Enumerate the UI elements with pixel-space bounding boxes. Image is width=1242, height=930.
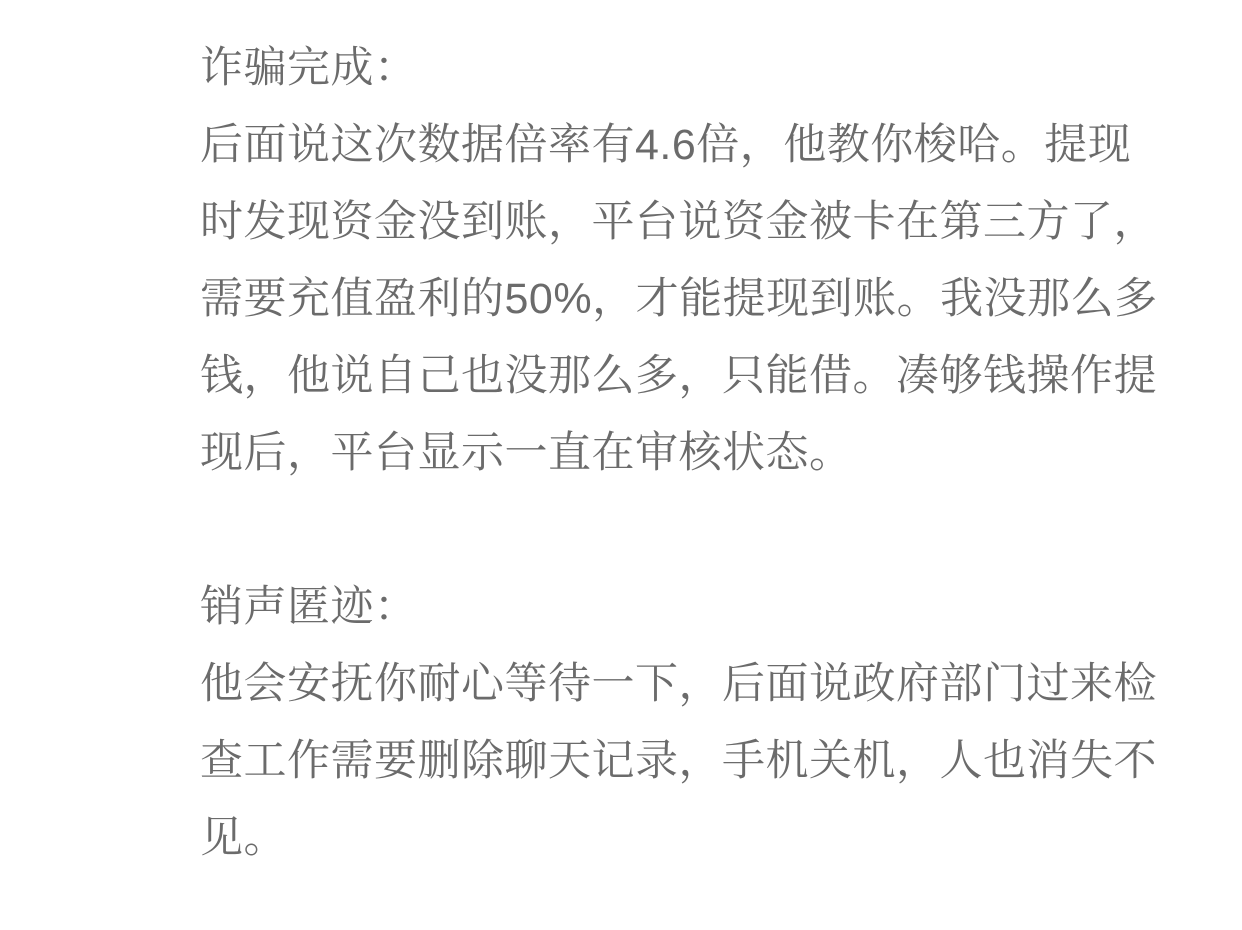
- section-scam-completed: [200, 30, 1172, 492]
- section-heading: 销声匿迹：: [200, 583, 418, 631]
- section-heading: 诈骗完成：: [200, 44, 418, 92]
- section-disappearance: [200, 569, 1172, 877]
- section-body: 他会安抚你耐心等待一下，后面说政府部门过来检查工作需要删除聊天记录，手机关机，人也消失不见。: [200, 660, 1157, 862]
- section-spacer: [200, 492, 1172, 569]
- section-body: 后面说这次数据倍率有4.6倍，他教你梭哈。提现时发现资金没到账，平台说资金被卡在第三方了，需要充值盈利的50%，才能提现到账。我没那么多钱，他说自己也没那么多，只能借。凑够钱操作提现后，平台显示一直在审核状态。: [200, 121, 1158, 477]
